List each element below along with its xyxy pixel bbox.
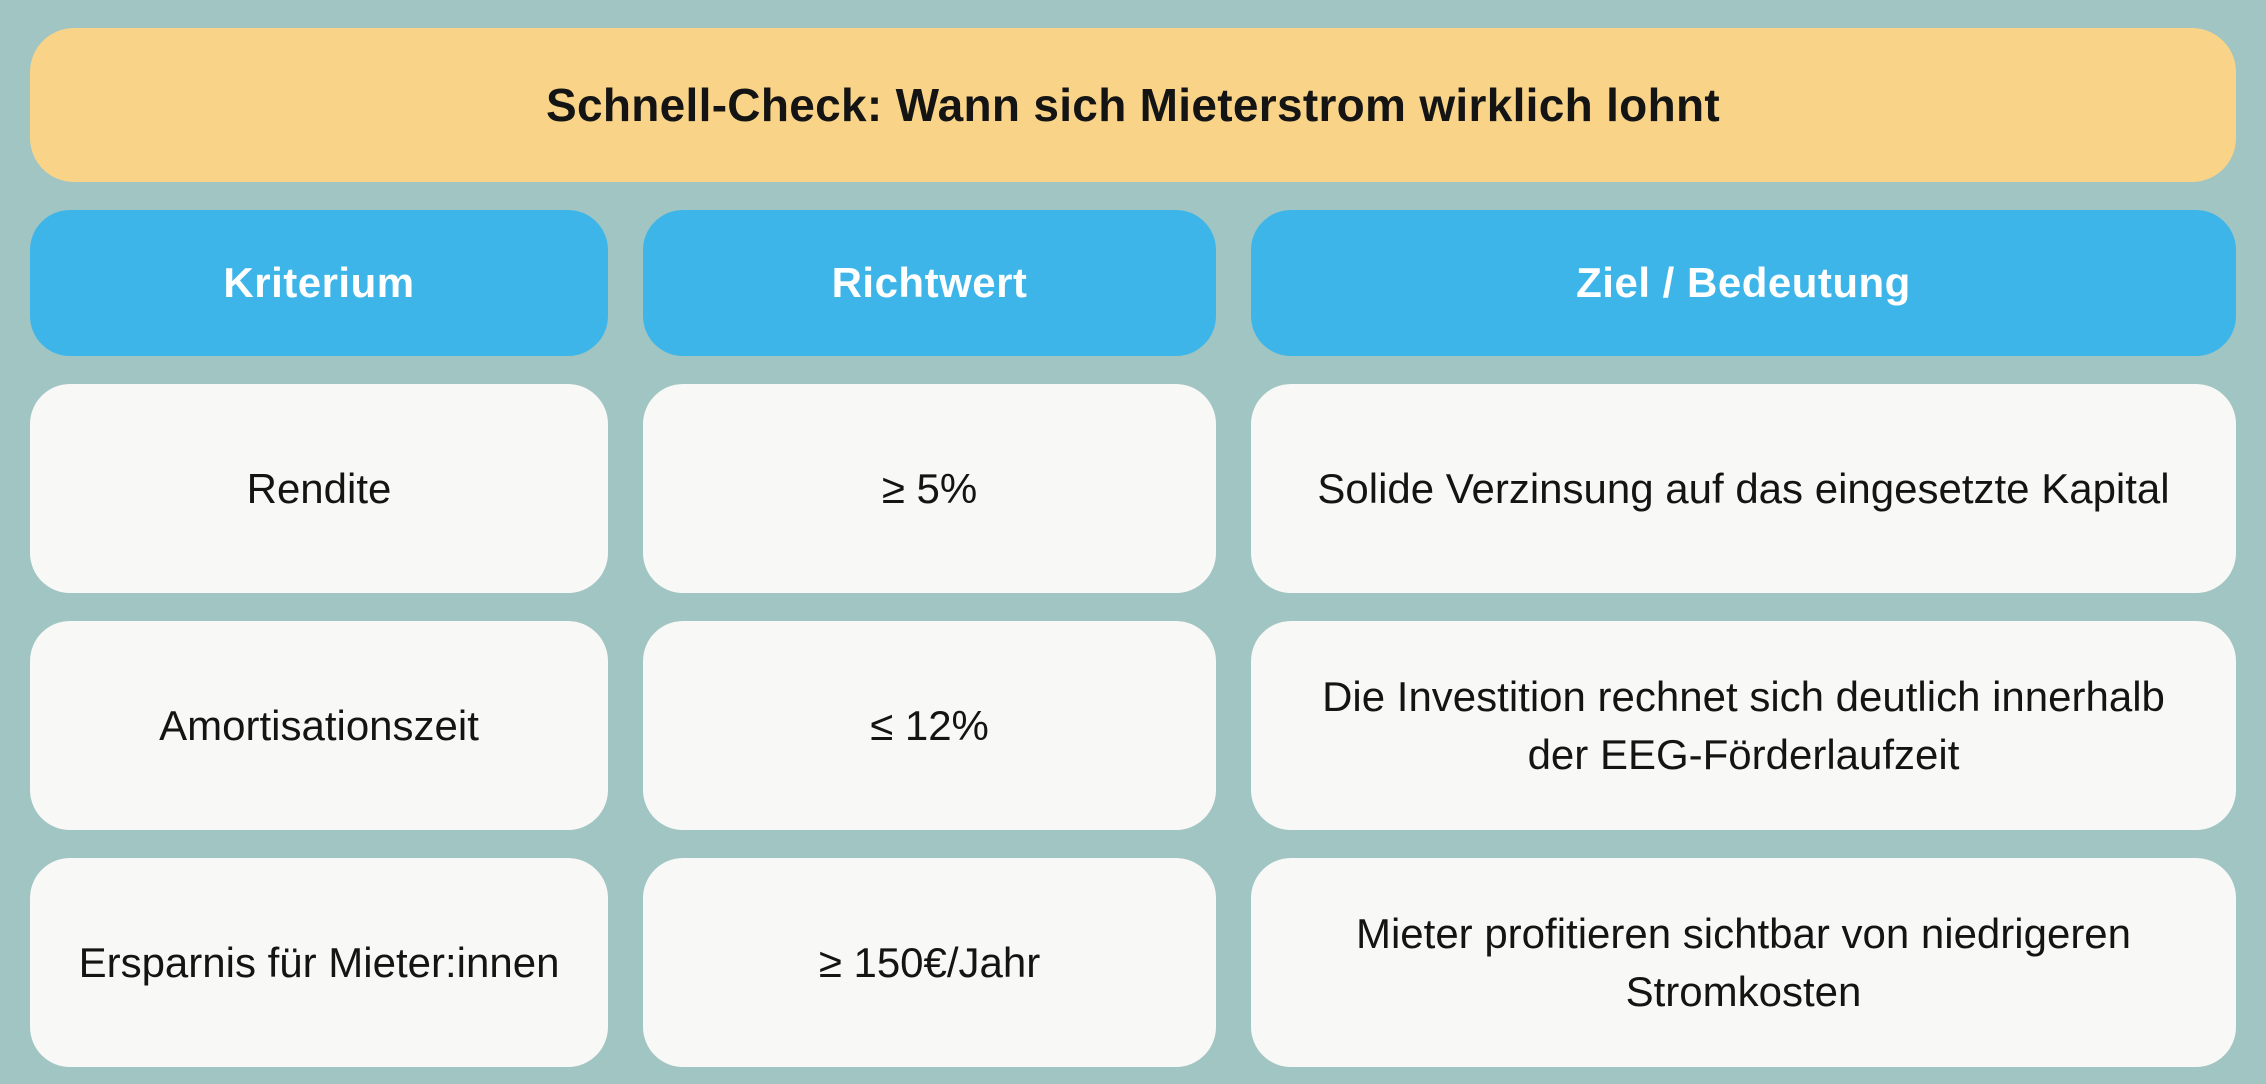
cell-amortisationszeit-kriterium [30,621,608,830]
column-header-richtwert [643,210,1216,356]
page-title: Schnell-Check: Wann sich Mieterstrom wirklich lohnt [545,79,1720,131]
cell-amortisationszeit-richtwert [643,621,1216,830]
column-header-kriterium [30,210,608,356]
cell-amortisationszeit-ziel [1251,621,2236,830]
cell-rendite-ziel-text: Solide Verzinsung auf das eingesetzte Kapital [1317,464,2170,512]
cell-rendite-kriterium [30,384,608,593]
cell-ersparnis-kriterium [30,858,608,1067]
cell-ersparnis-kriterium-text: Ersparnis für Mieter:innen [78,938,560,986]
cell-amortisationszeit-ziel-text: Die Investition rechnet sich deutlich innerhalb der EEG-Förderlaufzeit [1322,672,2165,778]
cell-rendite-kriterium-text: Rendite [246,464,392,512]
cell-amortisationszeit-kriterium-text: Amortisationszeit [159,701,479,749]
column-header-kriterium-label: Kriterium [223,259,415,306]
cell-ersparnis-ziel-text: Mieter profitieren sichtbar von niedrigeren Stromkosten [1355,909,2132,1015]
title-banner [30,28,2236,182]
cell-ersparnis-richtwert [643,858,1216,1067]
criteria-table [30,210,2236,1067]
cell-rendite-richtwert-text: ≥ 5% [881,464,978,512]
column-header-richtwert-label: Richtwert [831,259,1028,306]
column-header-ziel-bedeutung [1251,210,2236,356]
cell-ersparnis-ziel [1251,858,2236,1067]
cell-rendite-richtwert [643,384,1216,593]
column-header-ziel-bedeutung-label: Ziel / Bedeutung [1576,259,1911,306]
cell-ersparnis-richtwert-text: ≥ 150€/Jahr [818,938,1041,986]
cell-amortisationszeit-richtwert-text: ≤ 12% [870,701,989,749]
cell-rendite-ziel [1251,384,2236,593]
